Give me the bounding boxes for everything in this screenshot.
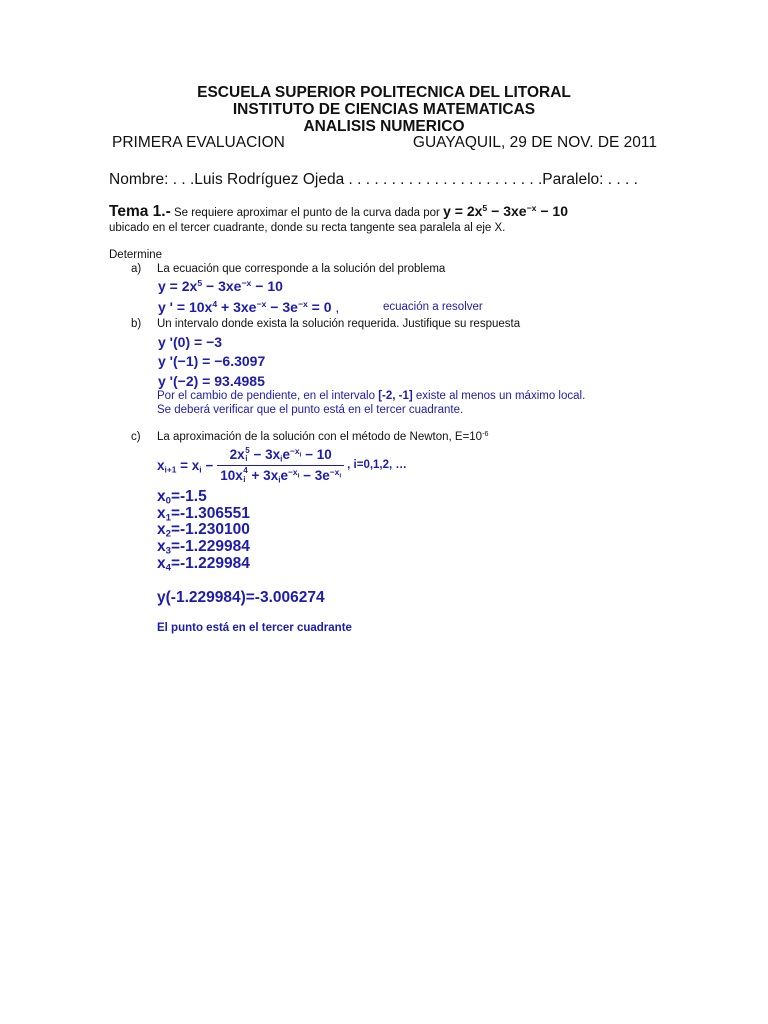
- math-term: − 10: [536, 203, 568, 219]
- iteration-x4: [157, 555, 250, 572]
- math-term: x: [157, 538, 166, 555]
- newton-lhs: [157, 458, 213, 473]
- math-term: y = 2x: [443, 203, 483, 219]
- part-c-question: [157, 431, 488, 444]
- math-term: e: [280, 467, 289, 483]
- institution-name: ESCUELA SUPERIOR POLITECNICA DEL LITORAL: [197, 84, 571, 101]
- part-c-text: La aproximación de la solución con el método de Newton, E=10: [157, 431, 483, 443]
- math-superscript: −x: [256, 298, 267, 309]
- math-subscript: 3: [165, 545, 171, 557]
- math-term: =-1.230100: [170, 521, 250, 538]
- math-superscript: 4: [243, 466, 248, 476]
- math-term: 2x: [229, 447, 245, 462]
- math-subscript: i: [199, 463, 202, 474]
- math-superscript: −x: [526, 202, 537, 213]
- part-a-marker: a): [131, 263, 142, 275]
- math-term: −: [201, 457, 214, 473]
- newton-fraction: [217, 446, 344, 484]
- math-superscript: 5: [197, 277, 203, 288]
- part-b-marker: b): [131, 318, 142, 330]
- determine-label: Determine: [109, 249, 163, 261]
- math-term: y ' = 10x: [158, 299, 213, 315]
- math-term: y = 2x: [158, 278, 198, 294]
- math-subscript: i: [278, 473, 281, 484]
- part-a-note: ecuación a resolver: [383, 301, 483, 313]
- math-term: 10x: [220, 467, 243, 483]
- part-a-question: La ecuación que corresponde a la solución del problema: [157, 263, 446, 275]
- place-date: GUAYAQUIL, 29 DE NOV. DE 2011: [412, 134, 657, 151]
- math-nested-subscript: i: [299, 451, 302, 459]
- math-subscript: 4: [165, 562, 171, 574]
- derivative-equation: [158, 299, 332, 315]
- newton-numerator: [227, 446, 335, 465]
- math-term: x: [157, 521, 166, 538]
- math-subscript: i: [245, 454, 248, 464]
- justification-end: existe al menos un máximo local.: [412, 390, 586, 402]
- math-subscript: 0: [165, 495, 171, 507]
- math-term: =-1.229984: [170, 555, 250, 572]
- math-superscript: 5: [245, 445, 250, 455]
- iteration-x1: [157, 505, 250, 522]
- math-subscript: i: [243, 474, 246, 484]
- newton-formula: [157, 446, 407, 484]
- math-superscript: −xi: [329, 466, 342, 480]
- derivative-eval-neg1: y '(−1) = −6.3097: [158, 353, 266, 369]
- math-superscript: −xi: [288, 466, 300, 480]
- math-term: =-1.5: [170, 488, 207, 505]
- justification-start: Por el cambio de pendiente, en el intervalo: [157, 390, 379, 402]
- math-subscript: i: [280, 453, 283, 464]
- math-superscript: −x: [297, 298, 308, 309]
- math-superscript: −xi: [289, 446, 302, 459]
- math-term: − 3xe: [202, 278, 242, 294]
- math-nested-subscript: i: [297, 472, 300, 480]
- function-evaluation: y(-1.229984)=-3.006274: [157, 589, 325, 606]
- math-term: =-1.229984: [170, 538, 250, 555]
- math-term: x: [157, 488, 166, 505]
- problem-text: Se requiere aproximar el punto de la curva dada por: [170, 207, 444, 219]
- part-a-derivative: [158, 299, 339, 315]
- institute-name: INSTITUTO DE CIENCIAS MATEMATICAS: [232, 101, 536, 118]
- math-term: = 0: [307, 299, 332, 315]
- math-term: x: [157, 555, 166, 572]
- math-term: − 10: [301, 447, 332, 462]
- math-superscript: 4: [212, 298, 218, 309]
- math-term: − 3e: [299, 467, 330, 483]
- exam-title: PRIMERA EVALUACION: [112, 134, 285, 151]
- math-term: − 3e: [266, 299, 298, 315]
- math-nested-subscript: i: [339, 472, 342, 480]
- math-subscript: 1: [165, 512, 171, 524]
- newton-iteration-range: , i=0,1,2, …: [347, 459, 407, 472]
- part-b-justification: [157, 390, 585, 403]
- problem-label: Tema 1.-: [109, 203, 171, 220]
- problem-text-continued: ubicado en el tercer cuadrante, donde su recta tangente sea paralela al eje X.: [109, 222, 506, 234]
- math-term: x: [157, 457, 165, 473]
- math-term: − 10: [251, 278, 283, 294]
- math-term: = x: [176, 457, 200, 473]
- course-name: ANALISIS NUMERICO: [303, 118, 465, 135]
- iteration-x2: [157, 521, 250, 538]
- tolerance-exponent: -6: [482, 429, 489, 438]
- math-term: − 3x: [249, 447, 281, 462]
- math-superscript: 5: [482, 202, 488, 213]
- part-b-question: Un intervalo donde exista la solución requerida. Justifique su respuesta: [157, 318, 521, 330]
- math-term: − 3xe: [487, 203, 527, 219]
- conclusion: El punto está en el tercer cuadrante: [157, 622, 352, 634]
- math-term: + 3x: [247, 467, 279, 483]
- part-b-verification: Se deberá verificar que el punto está en el tercer cuadrante.: [157, 404, 464, 416]
- newton-denominator: [217, 465, 344, 485]
- math-term: x: [157, 505, 166, 522]
- derivative-eval-0: y '(0) = −3: [158, 334, 223, 350]
- curve-equation: [443, 203, 568, 219]
- math-term: e: [282, 447, 290, 462]
- derivative-comma: ,: [331, 299, 340, 315]
- math-term: =-1.306551: [170, 505, 250, 522]
- interval: [-2, -1]: [378, 390, 413, 402]
- iteration-x3: [157, 538, 250, 555]
- math-term: + 3xe: [217, 299, 257, 315]
- math-superscript: −x: [241, 277, 252, 288]
- part-c-marker: c): [131, 431, 141, 443]
- iteration-x0: [157, 488, 207, 505]
- math-subscript: i+1: [164, 463, 177, 474]
- math-subscript: 2: [165, 528, 171, 540]
- student-name-line: Nombre: . . .Luis Rodríguez Ojeda . . . . . . . . . . . . . . . . . . . . . . .Paralelo: . . . .: [109, 171, 638, 188]
- part-a-equation: [158, 278, 283, 294]
- derivative-eval-neg2: y '(−2) = 93.4985: [158, 373, 265, 389]
- problem-statement: [109, 202, 568, 222]
